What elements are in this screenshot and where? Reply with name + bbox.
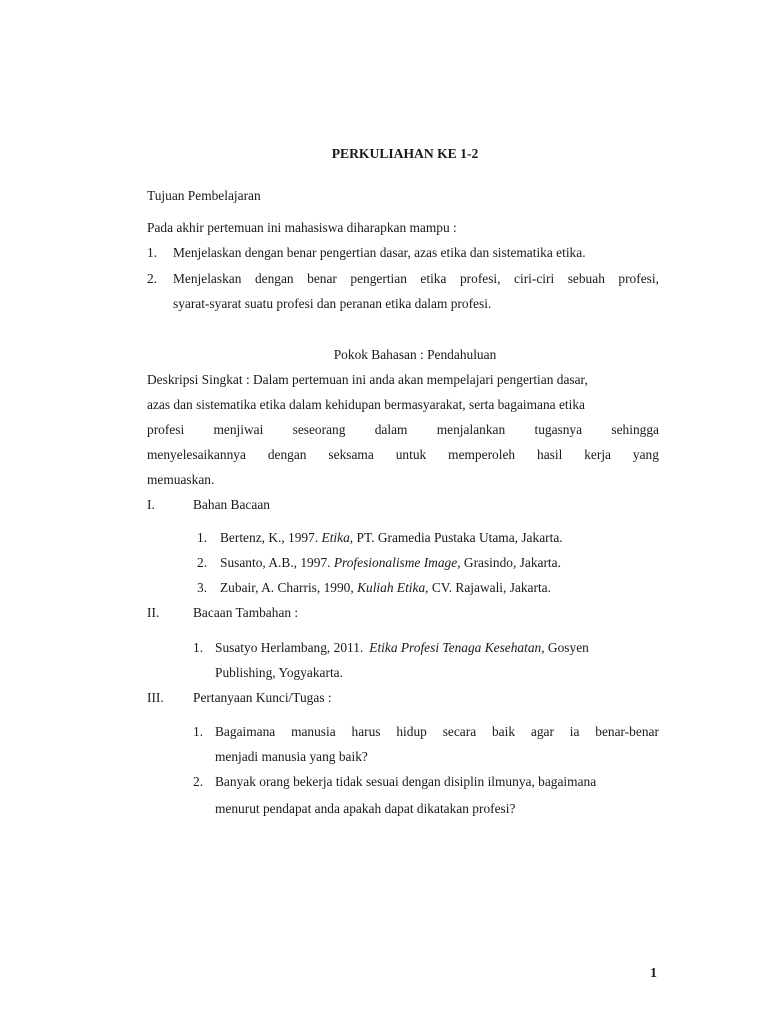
word: tugasnya (534, 422, 583, 437)
question-text: Banyak orang bekerja tidak sesuai dengan disiplin ilmunya, bagaimana (215, 774, 597, 789)
word: sebuah (567, 271, 605, 286)
reference-item-continued: Publishing, Yogyakarta. (215, 665, 343, 680)
question-number: 1. (193, 724, 204, 739)
question-text-continued: menjadi manusia yang baik? (215, 749, 368, 764)
tujuan-heading: Tujuan Pembelajaran (147, 188, 261, 203)
section-heading: Bacaan Tambahan : (193, 605, 299, 620)
reference-item: Bertenz, K., 1997. Etika, PT. Gramedia Pustaka Utama, Jakarta. (220, 530, 563, 545)
word: benar-benar (595, 724, 659, 739)
reference-number: 1. (193, 640, 204, 655)
objective-text-line (173, 270, 659, 287)
reference-item: Susanto, A.B., 1997. Profesionalisme Image, Grasindo, Jakarta. (220, 555, 561, 570)
section-roman-numeral: I. (147, 497, 155, 512)
reference-number: 3. (197, 580, 208, 595)
word: untuk (395, 447, 427, 462)
reference-number: 1. (197, 530, 208, 545)
word: seksama (328, 447, 374, 462)
objective-text: Menjelaskan dengan benar pengertian dasar, azas etika dan sistematika etika. (173, 245, 586, 260)
deskripsi-line: azas dan sistematika etika dalam kehidupan bermasyarakat, serta bagaimana etika (147, 397, 585, 412)
word: hasil (537, 447, 563, 462)
deskripsi-line (147, 446, 659, 463)
section-heading: Bahan Bacaan (193, 497, 270, 512)
objective-number: 1. (147, 245, 158, 260)
word: hidup (396, 724, 427, 739)
word: profesi (147, 422, 185, 437)
objective-number: 2. (147, 271, 158, 286)
deskripsi-line: memuaskan. (147, 472, 215, 487)
word: manusia (291, 724, 336, 739)
question-text-continued: menurut pendapat anda apakah dapat dikatakan profesi? (215, 801, 516, 816)
word: benar (307, 271, 337, 286)
word: memperoleh (448, 447, 516, 462)
word: kerja (584, 447, 611, 462)
intro-text: Pada akhir pertemuan ini mahasiswa diharapkan mampu : (147, 220, 457, 235)
word: profesi, (618, 271, 659, 286)
page-number: 1 (650, 966, 657, 981)
reference-item: Zubair, A. Charris, 1990, Kuliah Etika, CV. Rajawali, Jakarta. (220, 580, 551, 595)
deskripsi-line (147, 421, 659, 438)
pokok-bahasan-heading: Pokok Bahasan : Pendahuluan (333, 347, 497, 362)
word: etika (420, 271, 447, 286)
section-heading: Pertanyaan Kunci/Tugas : (193, 690, 332, 705)
section-roman-numeral: III. (147, 690, 164, 705)
word: yang (632, 447, 659, 462)
word: pengertian (350, 271, 407, 286)
word: secara (442, 724, 477, 739)
question-number: 2. (193, 774, 204, 789)
deskripsi-line: Deskripsi Singkat : Dalam pertemuan ini anda akan mempelajari pengertian dasar, (147, 372, 588, 387)
reference-title: Etika Profesi Tenaga Kesehatan (369, 640, 542, 655)
question-text-line (215, 723, 659, 740)
word: menjalankan (436, 422, 506, 437)
word: menjiwai (213, 422, 264, 437)
word: sehingga (611, 422, 659, 437)
word: Menjelaskan (173, 271, 242, 286)
word: harus (351, 724, 381, 739)
section-roman-numeral: II. (147, 605, 160, 620)
word: agar (530, 724, 554, 739)
word: ciri-ciri (514, 271, 555, 286)
word: profesi, (459, 271, 501, 286)
word: menyelesaikannya (147, 447, 246, 462)
word: ia (569, 724, 580, 739)
word: baik (491, 724, 516, 739)
word: Bagaimana (215, 724, 276, 739)
word: dengan (254, 271, 294, 286)
word: dalam (374, 422, 408, 437)
reference-pre: Susatyo Herlambang, 2011. (215, 640, 364, 655)
objective-text-continued: syarat-syarat suatu profesi dan peranan etika dalam profesi. (173, 296, 492, 311)
page-title: PERKULIAHAN KE 1-2 (331, 146, 479, 161)
reference-number: 2. (197, 555, 208, 570)
reference-item: Susatyo Herlambang, 2011. Etika Profesi Tenaga Kesehatan, Gosyen (215, 640, 589, 655)
word: dengan (267, 447, 307, 462)
word: seseorang (292, 422, 346, 437)
